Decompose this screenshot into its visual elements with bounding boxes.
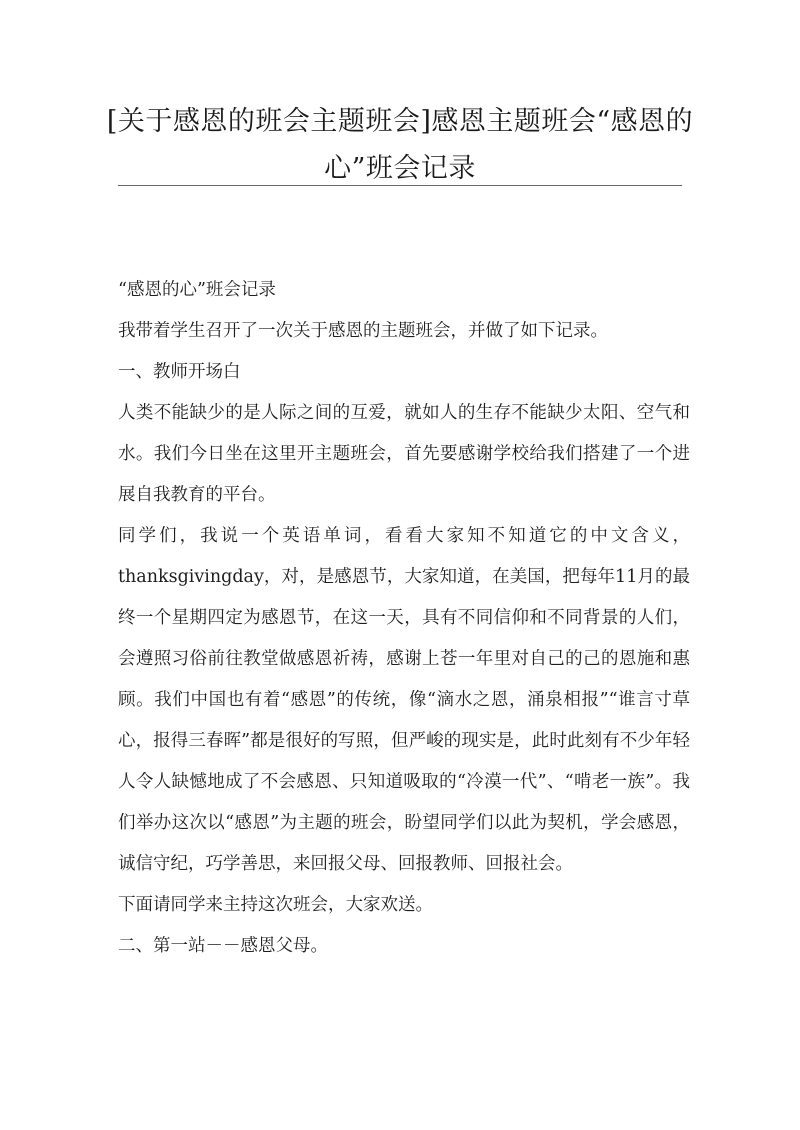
intro-paragraph: 我带着学生召开了一次关于感恩的主题班会，并做了如下记录。 — [118, 321, 608, 341]
document-title: [关于感恩的班会主题班会]感恩主题班会“感恩的心”班会记录 — [106, 106, 694, 184]
document-body — [118, 270, 690, 967]
title-divider — [118, 185, 682, 186]
body-paragraph: 下面请同学来主持这次班会，大家欢送。 — [118, 895, 433, 915]
section-heading: 二、第一站－－感恩父母。 — [118, 936, 328, 956]
body-paragraph: 人类不能缺少的是人际之间的互爱，就如人的生存不能缺少太阳、空气和水。我们今日坐在这里开主题班会，首先要感谢学校给我们搭建了一个进展自我教育的平台。 — [118, 403, 690, 505]
section-heading: “感恩的心”班会记录 — [118, 280, 276, 300]
section-heading: 一、教师开场白 — [118, 362, 241, 382]
body-paragraph: 同学们，我说一个英语单词，看看大家知不知道它的中文含义，thanksgivingday，对，是感恩节，大家知道，在美国，把每年11月的最终一个星期四定为感恩节，在这一天，具有不同信仰和不同背景的人们，会遵照习俗前往教堂做感恩祈祷，感谢上苍一年里对自己的己的恩施和惠顾。我们中国也有着“感恩”的传统，像“滴水之恩，涌泉相报”“谁言寸草心，报得三春晖”都是很好的写照，但严峻的现实是，此时此刻有不少年轻人令人缺憾地成了不会感恩、只知道吸取的“冷漠一代”、“啃老一族”。我们举办这次以“感恩”为主题的班会，盼望同学们以此为契机，学会感恩，诚信守纪，巧学善思，来回报父母、回报教师、回报社会。 — [118, 526, 690, 874]
